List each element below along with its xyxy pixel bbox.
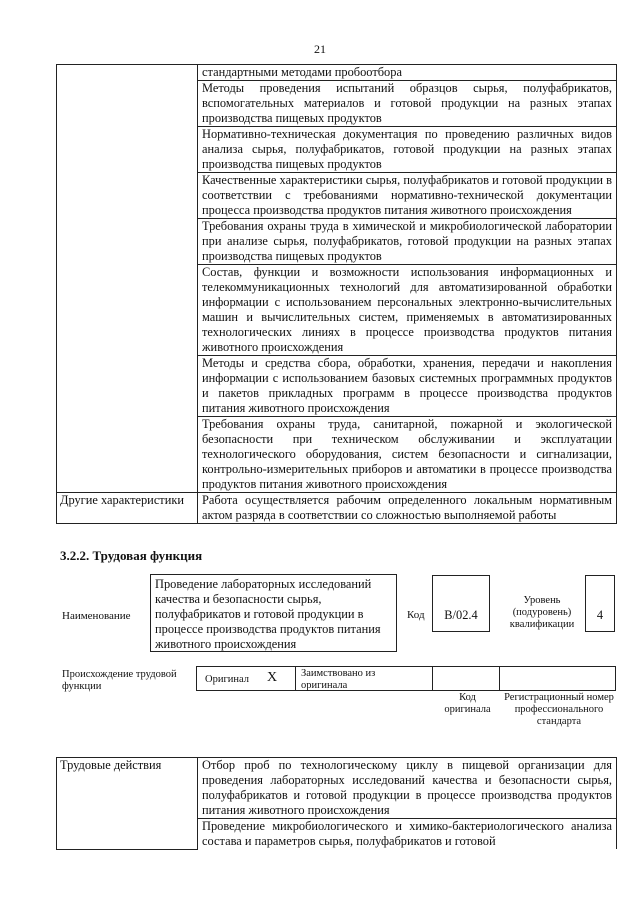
row-text: Нормативно-техническая документация по проведению различных видов анализа сырья, полуфабрикатов, готовой продукции на разных этапах производства пищевых продуктов [198, 127, 617, 173]
row-text: Методы проведения испытаний образцов сырья, полуфабрикатов, вспомогательных материалов и готовой продукции на разных этапах производства пищевых продуктов [198, 81, 617, 127]
origin-original-cell [196, 666, 296, 691]
origin-label: Происхождение трудовой функции [62, 669, 177, 692]
labor-actions-table [56, 757, 617, 850]
original-mark: X [267, 670, 278, 685]
origin-code-cell [432, 666, 500, 691]
reg-caption: Регистрационный номер профессионального стандарта [504, 692, 614, 727]
row-text: Требования охраны труда, санитарной, пожарной и экологической безопасности при техническом обслуживании и эксплуатации технологического оборудования, систем безопасности и сигнализации, контрольно-измерительных приборов и автоматики в процессе производства продуктов питания животного происхождения [198, 417, 617, 493]
table-row [57, 758, 617, 819]
original-label: Оригинал [205, 674, 249, 685]
row-label [57, 65, 198, 493]
origin-borrowed-cell [295, 666, 433, 691]
row-text: Работа осуществляется рабочим определенного локальным нормативным актом разряда в соответствии со сложностью выполняемой работы [198, 493, 617, 524]
level-value-box: 4 [585, 575, 615, 632]
origin-reg-cell [499, 666, 616, 691]
section-heading: 3.2.2. Трудовая функция [60, 548, 203, 563]
row-text: Методы и средства сбора, обработки, хранения, передачи и накопления информации с использованием базовых системных программных продуктов и пакетов прикладных программ в процессе производства продуктов питания животного происхождения [198, 356, 617, 417]
characteristics-table [56, 64, 617, 524]
function-name-box: Проведение лабораторных исследований качества и безопасности сырья, полуфабрикатов и готовой продукции в процессе производства продуктов питания животного происхождения [150, 574, 397, 652]
row-text: Состав, функции и возможности использования информационных и телекоммуникационных технологий для автоматизированной обработки информации с использованием персональных электронно-вычислительных машин и вычислительных систем, применяемых в автоматизированных технологических линиях в процессе производства продуктов питания животного происхождения [198, 265, 617, 356]
row-label: Другие характеристики [57, 493, 198, 524]
row-text: Качественные характеристики сырья, полуфабрикатов и готовой продукции в соответствии с требованиями нормативно-технической документации процесса производства продуктов питания животного происхождения [198, 173, 617, 219]
table-row [57, 493, 617, 524]
row-text: Проведение микробиологического и химико-бактериологического анализа состава и параметров сырья, полуфабрикатов и готовой [198, 819, 617, 850]
level-label: Уровень (подуровень) квалификации [509, 595, 575, 630]
row-text: стандартными методами пробоотбора [198, 65, 617, 81]
row-text: Отбор проб по технологическому циклу в пищевой организации для проведения лабораторных исследований качества и безопасности сырья, полуфабрикатов и готовой продукции в процессе производства продуктов питания животного происхождения [198, 758, 617, 819]
borrowed-label: Заимствовано из оригинала [301, 668, 376, 691]
table-row [57, 65, 617, 81]
code-value-box: B/02.4 [432, 575, 490, 632]
code-caption: Код оригинала [444, 692, 491, 715]
code-label: Код [407, 609, 425, 621]
row-label: Трудовые действия [57, 758, 198, 850]
name-label: Наименование [62, 610, 131, 622]
page-number: 21 [314, 42, 326, 56]
row-text: Требования охраны труда в химической и микробиологической лаборатории при анализе сырья, полуфабрикатов, готовой продукции на разных этапах производства пищевых продуктов [198, 219, 617, 265]
